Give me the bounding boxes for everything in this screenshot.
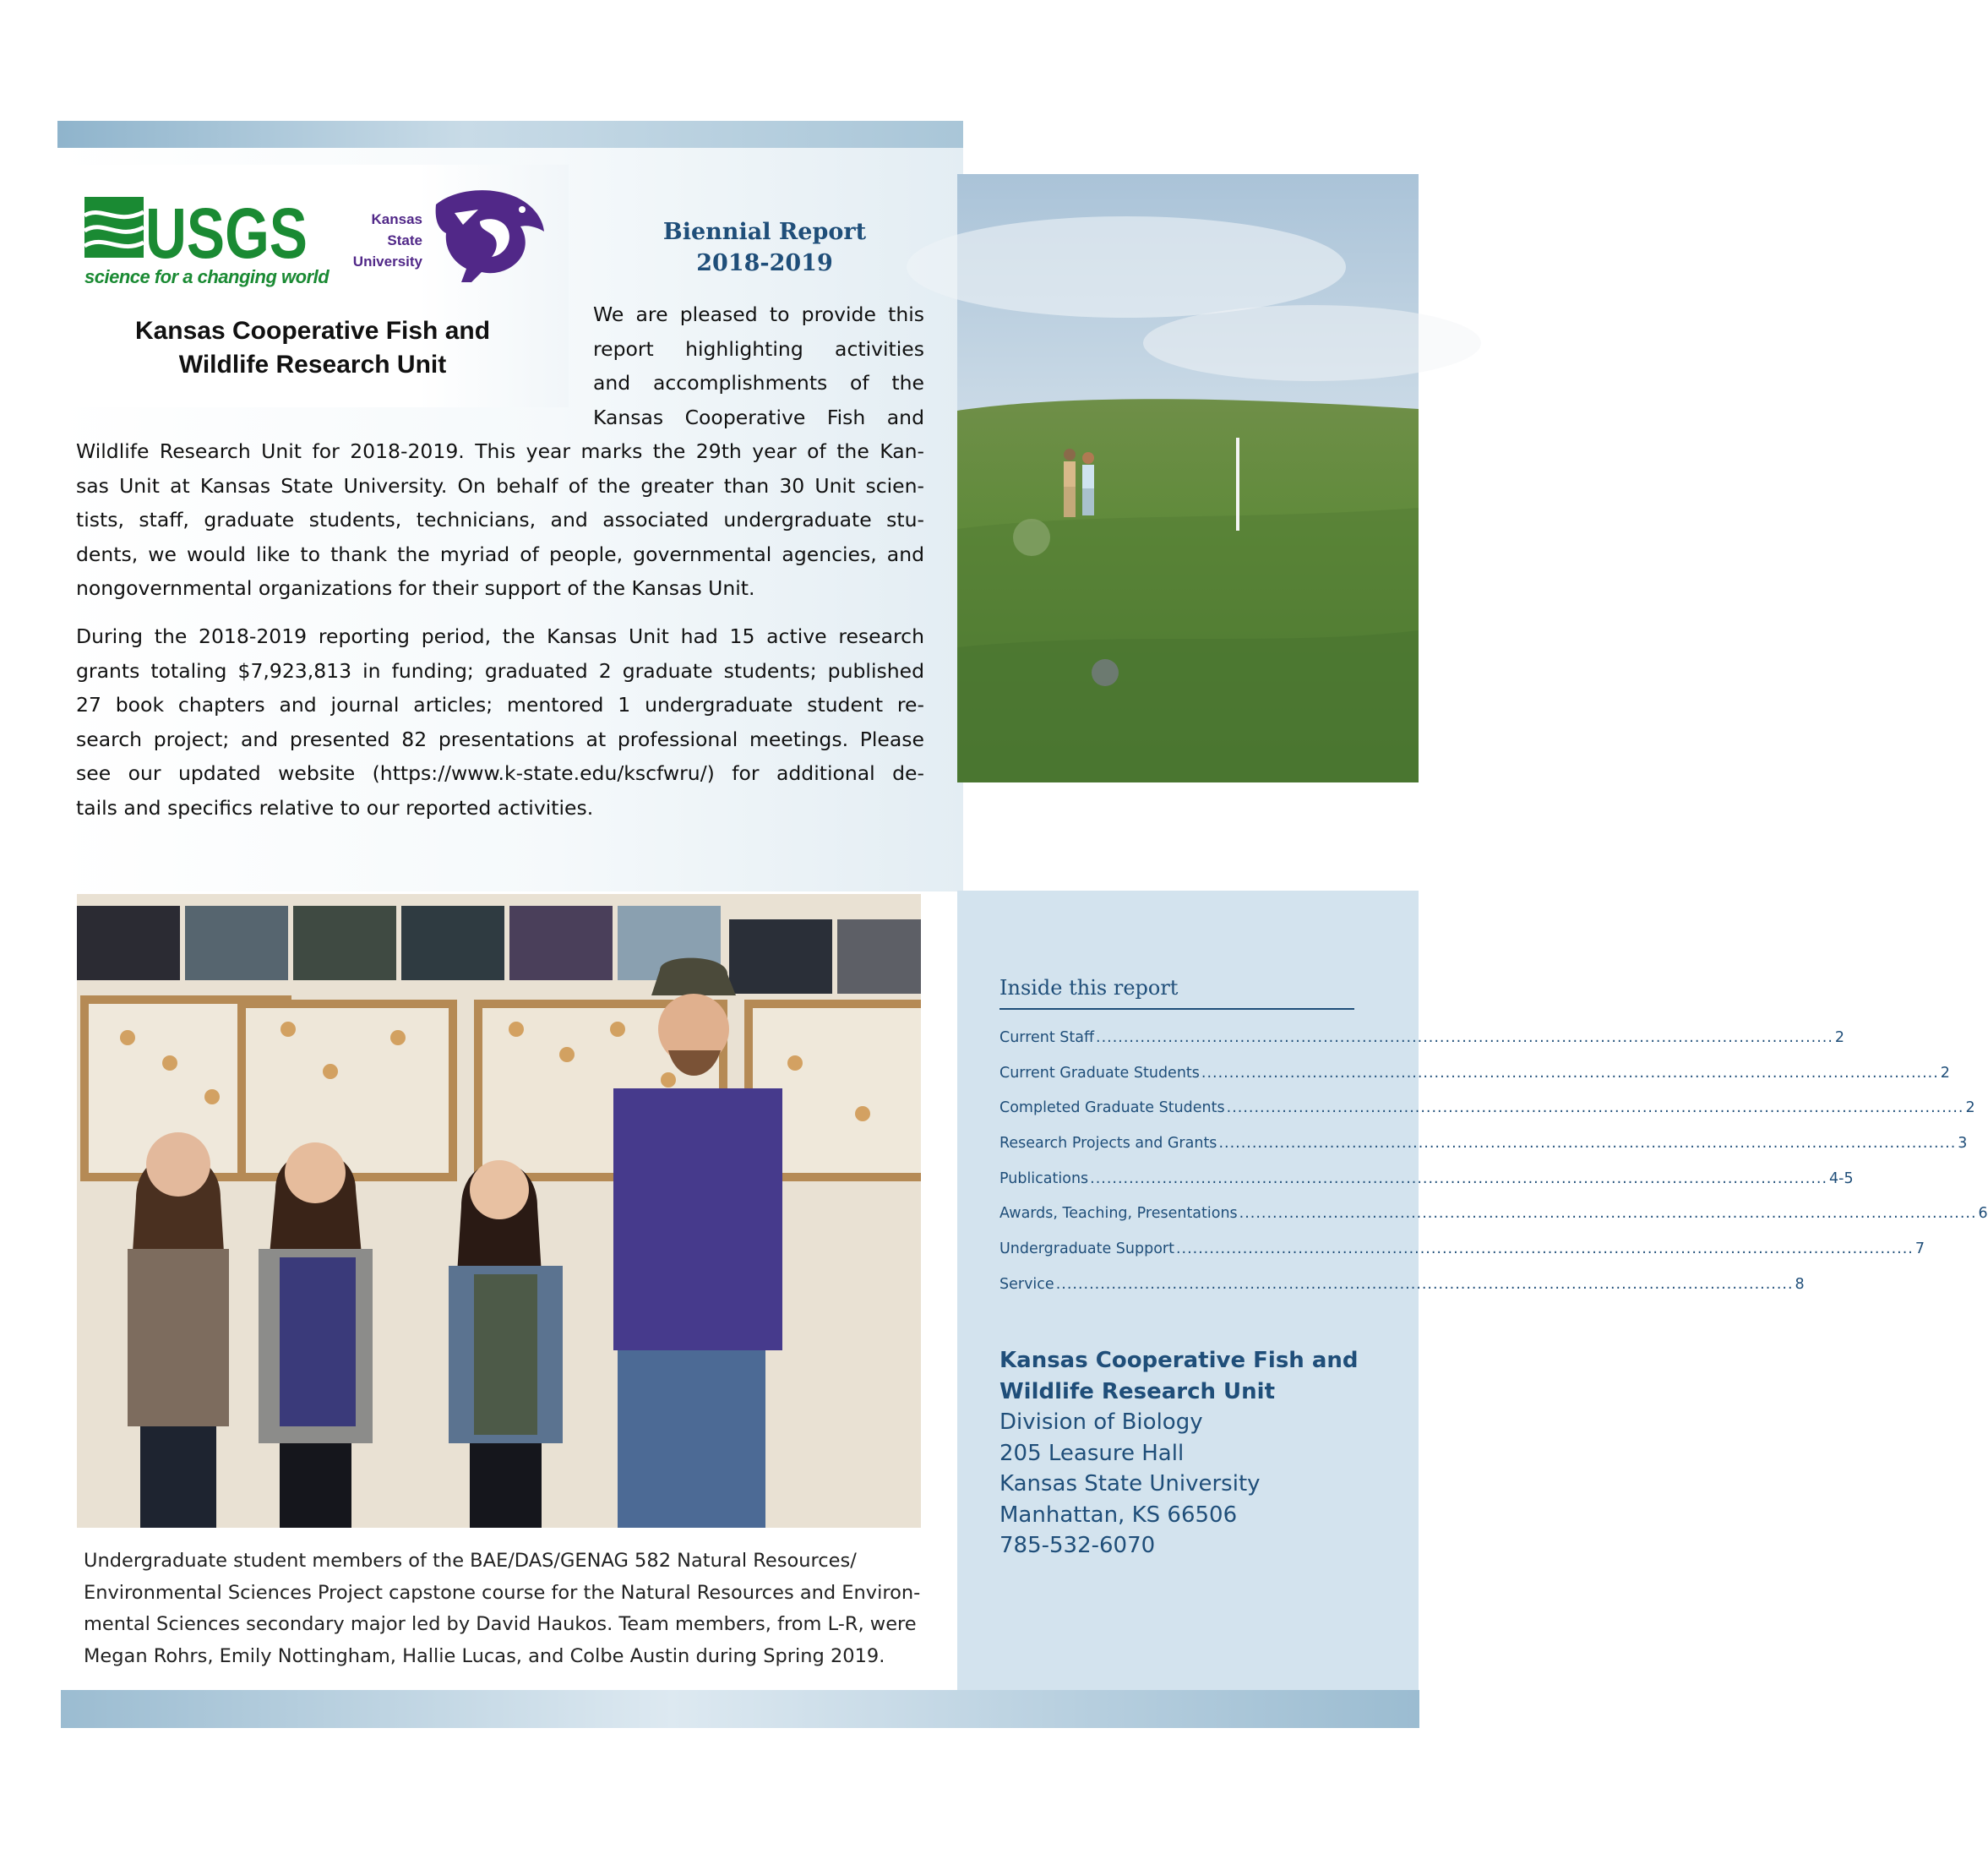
toc-leader-dots [1056,1276,1794,1293]
usgs-wave-icon [84,197,144,258]
prairie-field-photo [957,174,1419,782]
toc-item-page: 7 [1914,1240,1925,1258]
toc-item-page: 2 [1965,1099,1975,1117]
toc-item[interactable] [999,1240,1925,1276]
ksu-wordmark [338,209,422,272]
toc-item-page: 2 [1940,1064,1950,1082]
toc-item-page: 2 [1834,1029,1845,1046]
paragraph-line: Wildlife Research Unit for 2018-2019. This year marks the 29th year of the Kan- [76,439,924,463]
paragraph-2 [76,619,924,825]
toc-item-page: 4-5 [1829,1169,1854,1187]
paragraph-line: tails and specifics relative to our reported activities. [76,795,594,820]
toc-leader-dots [1176,1240,1914,1257]
toc-item-page: 3 [1958,1135,1968,1153]
contact-address: 205 Leasure Hall [999,1440,1185,1466]
students-group-photo [77,894,921,1528]
top-decorative-band [57,121,963,148]
unit-title [93,314,532,382]
contact-block [999,1345,1397,1562]
toc-item-title: Research Projects and Grants [999,1135,1217,1153]
caption-line: Undergraduate student members of the BAE/DAS/GENAG 582 Natural Resources/ [84,1550,857,1572]
ksu-word: University [352,254,422,270]
toc-item-title: Service [999,1275,1054,1293]
ksu-word: Kansas [371,211,422,227]
toc-item[interactable] [999,1029,1845,1065]
paragraph-line: grants totaling $7,923,813 in funding; graduated 2 graduate students; published [76,658,924,683]
paragraph-line: tists, staff, graduate students, technicians, and associated undergraduate stu- [76,508,924,532]
toc-leader-dots [1227,1099,1964,1116]
toc-item-title: Current Graduate Students [999,1064,1200,1082]
intro-line: and accomplishments of the [593,371,924,395]
unit-title-line: Kansas Cooperative Fish and [134,317,491,345]
usgs-wordmark: USGS [145,194,308,273]
toc-item-page: 8 [1795,1275,1805,1293]
paragraph-line: During the 2018-2019 reporting period, the Kansas Unit had 15 active research [76,624,924,648]
toc-leader-dots [1239,1205,1977,1222]
paragraph-line: dents, we would like to thank the myriad of people, governmental agencies, and [76,542,924,566]
intro-line: We are pleased to provide this [593,303,924,326]
intro-line: report highlighting activities [593,336,924,361]
caption-line: mental Sciences secondary major led by David Haukos. Team members, from L-R, were [84,1613,917,1635]
toc-item-title: Awards, Teaching, Presentations [999,1205,1238,1223]
paragraph-line: nongovernmental organizations for their support of the Kansas Unit. [76,576,755,600]
bottom-decorative-band [61,1690,1419,1728]
contact-city: Manhattan, KS 66506 [999,1502,1238,1528]
intro-text [593,297,924,434]
usgs-tagline: science for a changing world [84,266,330,287]
paragraph-line: see our updated website (https://www.k-state.edu/kscfwru/) for additional de- [76,761,924,785]
report-title-line: Biennial Report [662,219,867,245]
report-title [629,216,900,279]
ksu-word: State [387,232,422,248]
contact-university: Kansas State University [999,1471,1261,1496]
toc-item-page: 6 [1978,1205,1988,1223]
toc-item-title: Publications [999,1169,1089,1187]
toc-leader-dots [1218,1135,1956,1152]
toc-item[interactable] [999,1169,1854,1206]
unit-title-line: Wildlife Research Unit [178,351,447,379]
toc-leader-dots [1090,1170,1827,1187]
toc-item-title: Undergraduate Support [999,1240,1174,1258]
table-of-contents [999,1029,1988,1311]
photo-caption [84,1546,920,1672]
paragraph-1 [76,434,924,606]
contact-unit-name: Kansas Cooperative Fish and [999,1348,1359,1373]
toc-leader-dots [1201,1065,1939,1082]
paragraph-line: search project; and presented 82 presentations at professional meetings. Please [76,727,924,751]
toc-item-title: Current Staff [999,1029,1095,1046]
intro-line: Kansas Cooperative Fish and [593,405,924,429]
toc-item[interactable] [999,1275,1805,1311]
toc-heading: Inside this report [999,976,1354,1010]
contact-division: Division of Biology [999,1409,1203,1435]
toc-leader-dots [1096,1029,1833,1046]
toc-item[interactable] [999,1064,1950,1100]
paragraph-line: 27 book chapters and journal articles; mentored 1 undergraduate student re- [76,693,924,717]
powercat-logo [429,188,547,285]
caption-line: Megan Rohrs, Emily Nottingham, Hallie Lucas, and Colbe Austin during Spring 2019. [84,1644,885,1667]
toc-item[interactable] [999,1135,1968,1170]
report-title-line: 2018-2019 [696,250,833,276]
contact-unit-name: Wildlife Research Unit [999,1378,1276,1404]
student-figure [128,1132,229,1528]
toc-item[interactable] [999,1099,1975,1135]
person-figure [1082,452,1094,515]
caption-line: Environmental Sciences Project capstone course for the Natural Resources and Environ- [84,1581,921,1604]
contact-phone: 785-532-6070 [999,1533,1156,1558]
toc-item-title: Completed Graduate Students [999,1099,1225,1117]
paragraph-line: sas Unit at Kansas State University. On behalf of the greater than 30 Unit scien- [76,473,924,498]
toc-item[interactable] [999,1205,1988,1240]
